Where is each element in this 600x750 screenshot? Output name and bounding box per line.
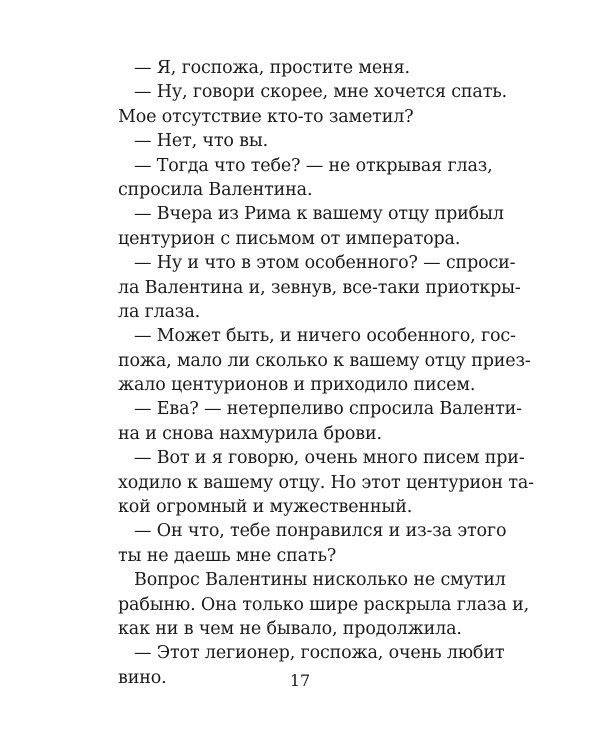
text-line: — Ну и что в этом особенного? — спроси-: [134, 253, 516, 274]
text-line: рабыню. Она только шире раскрыла глаза и,: [118, 594, 530, 615]
text-line: ходило к вашему отцу. Но этот центурион та-: [118, 472, 534, 493]
text-line: Вопрос Валентины нисколько не смутил: [134, 570, 506, 591]
page-number: 17: [289, 671, 311, 690]
text-line: кой огромный и мужественный.: [118, 497, 413, 518]
text-line: пожа, мало ли сколько к вашему отцу приез-: [118, 350, 531, 371]
text-line: — Ну, говори скорее, мне хочется спать.: [134, 82, 508, 103]
text-line: — Этот легионер, госпожа, очень любит: [134, 643, 505, 664]
text-line: центурион с письмом от императора.: [118, 228, 461, 249]
text-line: жало центурионов и приходило писем.: [118, 375, 476, 396]
text-line: — Вчера из Рима к вашему отцу прибыл: [134, 204, 504, 225]
text-line: — Может быть, и ничего особенного, гос-: [134, 326, 516, 347]
text-line: Мое отсутствие кто-то заметил?: [118, 106, 414, 127]
text-line: — Тогда что тебе? — не открывая глаз,: [134, 155, 493, 176]
text-line: вино.: [118, 667, 167, 688]
text-line: ла глаза.: [118, 301, 201, 322]
text-line: — Вот и я говорю, очень много писем при-: [134, 448, 525, 469]
text-line: — Ева? — нетерпеливо спросила Валенти-: [134, 399, 522, 420]
text-line: ла Валентина и, зевнув, все-таки приоткры-: [118, 277, 521, 298]
text-line: — Он что, тебе понравился и из-за этого: [134, 521, 507, 542]
body-text: [118, 56, 534, 690]
text-line: спросила Валентина.: [118, 179, 313, 200]
text-line: как ни в чем не бывало, продолжила.: [118, 618, 462, 639]
text-line: ты не даешь мне спать?: [118, 545, 337, 566]
text-line: — Нет, что вы.: [134, 131, 269, 152]
text-line: — Я, госпожа, простите меня.: [134, 58, 410, 78]
text-line: на и снова нахмурила брови.: [118, 423, 382, 444]
